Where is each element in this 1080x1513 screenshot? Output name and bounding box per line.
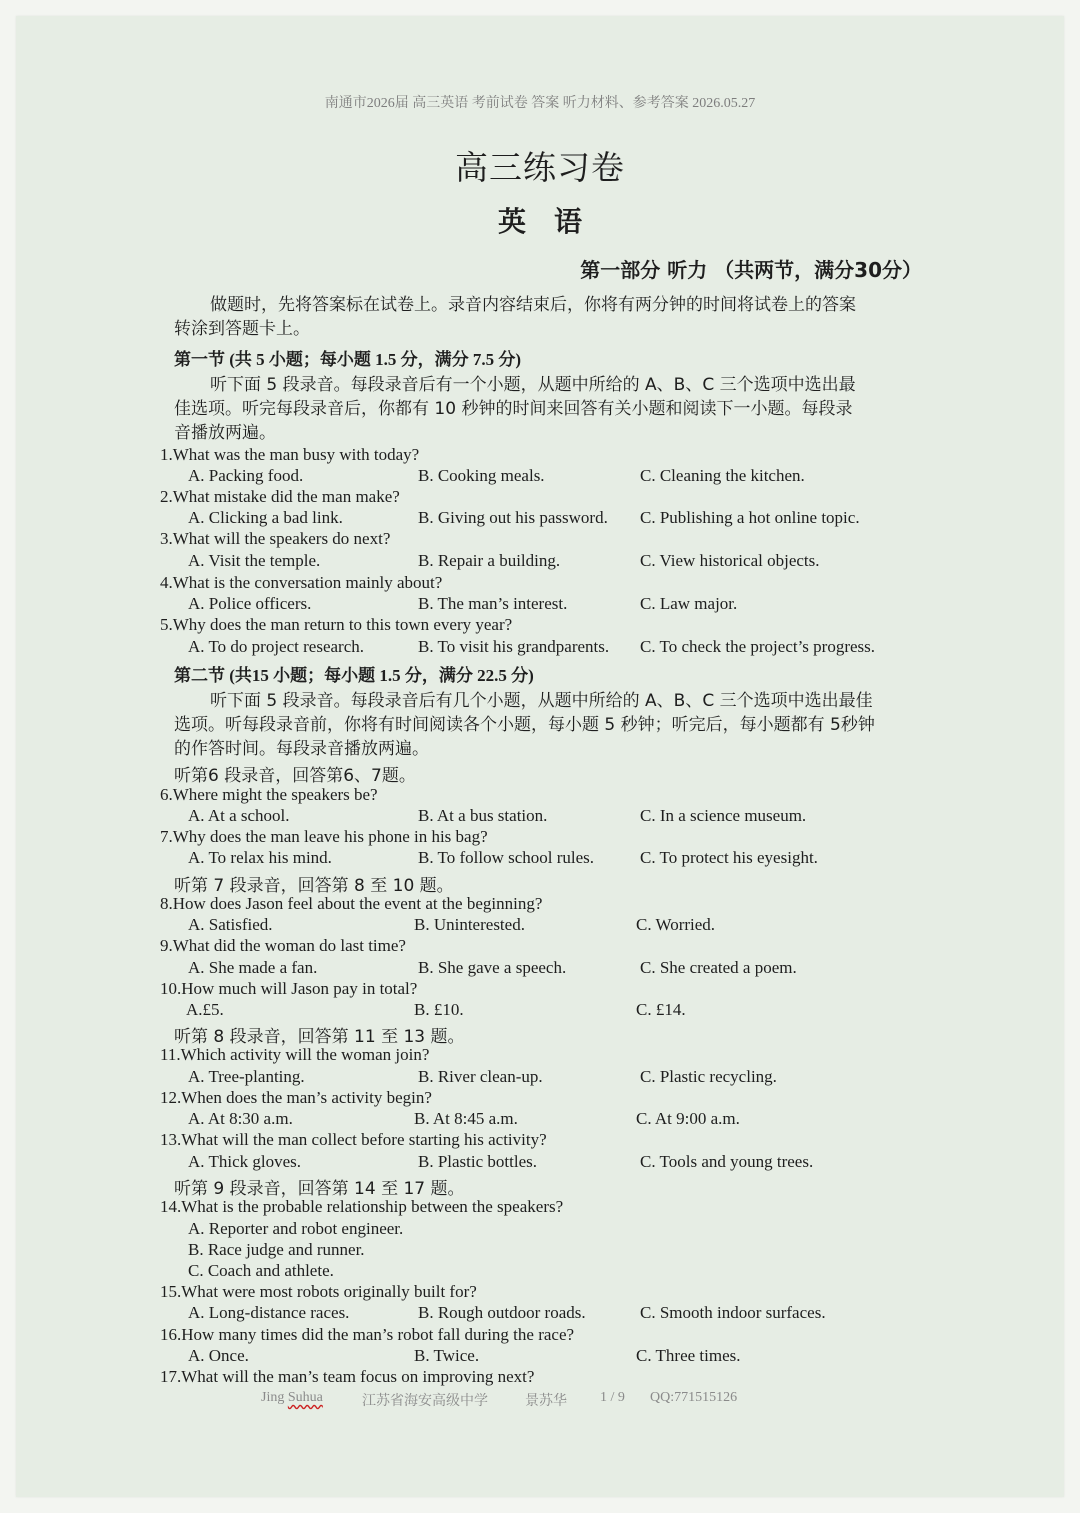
question-4-option-a: A. Police officers. [188,594,312,613]
intro-line-2: 转涂到答题卡上。 [174,319,310,339]
question-10-option-b: B. £10. [414,1000,464,1019]
question-4-option-c: C. Law major. [640,594,738,613]
question-9-option-a: A. She made a fan. [188,958,318,977]
question-1-option-c: C. Cleaning the kitchen. [640,466,805,485]
s1-inst-line-1: 听下面 5 段录音。每段录音后有一个小题，从题中所给的 A、B、C 三个选项中选出最 [210,375,856,395]
section-2-label: 第二节 [174,666,225,686]
question-13-stem: 13.What will the man collect before starting his activity? [160,1130,547,1149]
section-1-instructions [174,373,914,445]
section-2-instructions [174,689,914,761]
question-9-option-c: C. She created a poem. [640,958,797,977]
footer-qq: QQ:771515126 [650,1390,738,1405]
question-12-option-b: B. At 8:45 a.m. [414,1109,518,1128]
question-3-option-a: A. Visit the temple. [188,551,321,570]
question-6-option-a: A. At a school. [188,806,290,825]
s2-inst-line-1: 听下面 5 段录音。每段录音后有几个小题，从题中所给的 A、B、C 三个选项中选出最佳 [210,691,873,711]
intro-line-1: 做题时，先将答案标在试卷上。录音内容结束后，你将有两分钟的时间将试卷上的答案 [210,295,856,315]
question-6-option-c: C. In a science museum. [640,806,807,825]
group-8-instruction: 听第 8 段录音，回答第 11 至 13 题。 [174,1027,465,1047]
question-2-option-a: A. Clicking a bad link. [188,508,343,527]
question-16-stem: 16.How many times did the man’s robot fall during the race? [160,1325,575,1344]
question-1-option-a: A. Packing food. [188,466,304,485]
footer-author-last: Suhua [287,1390,323,1405]
question-2-option-b: B. Giving out his password. [418,508,608,527]
question-15-option-a: A. Long-distance races. [188,1303,350,1322]
question-11-option-b: B. River clean-up. [418,1067,543,1086]
section-2-rules: (共15 小题；每小题 1.5 分，满分 22.5 分) [229,666,534,685]
part-heading: 第一部分 听力 （共两节，满分30分） [580,258,922,282]
subject-title [0,200,1080,240]
header-line: 南通市2026届 高三英语 考前试卷 答案 听力材料、参考答案 2026.05.27 [324,96,756,111]
question-5-option-a: A. To do project research. [188,637,364,656]
question-5-option-b: B. To visit his grandparents. [418,637,610,656]
footer-name: 景苏华 [525,1393,567,1409]
question-10-stem: 10.How much will Jason pay in total? [160,979,418,998]
question-14-option-c: C. Coach and athlete. [188,1261,334,1280]
question-1-stem: 1.What was the man busy with today? [160,445,420,464]
question-2-stem: 2.What mistake did the man make? [160,487,400,506]
question-12-option-c: C. At 9:00 a.m. [636,1109,740,1128]
question-11-stem: 11.Which activity will the woman join? [160,1045,430,1064]
question-7-stem: 7.Why does the man leave his phone in his bag? [160,827,488,846]
question-14-option-a: A. Reporter and robot engineer. [188,1219,404,1238]
group-6-instruction: 听第6 段录音，回答第6、7题。 [174,766,416,786]
question-1-option-b: B. Cooking meals. [418,466,545,485]
question-15-stem: 15.What were most robots originally built for? [160,1282,477,1301]
question-3-option-c: C. View historical objects. [640,551,820,570]
s1-inst-line-2: 佳选项。听完每段录音后，你都有 10 秒钟的时间来回答有关小题和阅读下一小题。每段录 [174,399,853,419]
question-4-stem: 4.What is the conversation mainly about? [160,573,443,592]
question-10-option-c: C. £14. [636,1000,686,1019]
footer-author [261,1390,323,1406]
question-12-option-a: A. At 8:30 a.m. [188,1109,293,1128]
group-9-instruction: 听第 9 段录音，回答第 14 至 17 题。 [174,1179,465,1199]
question-10-option-a: A.£5. [186,1000,224,1019]
group-7-instruction: 听第 7 段录音，回答第 8 至 10 题。 [174,876,454,896]
question-6-stem: 6.Where might the speakers be? [160,785,378,804]
question-9-option-b: B. She gave a speech. [418,958,567,977]
footer-school: 江苏省海安高级中学 [362,1393,488,1409]
question-15-option-c: C. Smooth indoor surfaces. [640,1303,826,1322]
question-14-option-b: B. Race judge and runner. [188,1240,365,1259]
s1-inst-line-3: 音播放两遍。 [174,423,276,443]
question-6-option-b: B. At a bus station. [418,806,548,825]
question-4-option-b: B. The man’s interest. [418,594,568,613]
question-15-option-b: B. Rough outdoor roads. [418,1303,586,1322]
subject-char-2: 语 [554,205,583,238]
subject-char-1: 英 [497,205,526,238]
question-3-stem: 3.What will the speakers do next? [160,529,391,548]
section-2-heading [174,661,534,686]
question-7-option-a: A. To relax his mind. [188,848,332,867]
question-17-stem: 17.What will the man’s team focus on improving next? [160,1367,535,1386]
question-13-option-c: C. Tools and young trees. [640,1152,814,1171]
question-3-option-b: B. Repair a building. [418,551,561,570]
question-8-option-c: C. Worried. [636,915,716,934]
question-12-stem: 12.When does the man’s activity begin? [160,1088,432,1107]
s2-inst-line-3: 的作答时间。每段录音播放两遍。 [174,739,429,759]
question-16-option-c: C. Three times. [636,1346,741,1365]
question-2-option-c: C. Publishing a hot online topic. [640,508,860,527]
footer-page-number: 1 / 9 [600,1390,625,1405]
question-11-option-c: C. Plastic recycling. [640,1067,777,1086]
question-14-stem: 14.What is the probable relationship between the speakers? [160,1197,564,1216]
section-1-label: 第一节 [174,350,225,370]
question-8-option-b: B. Uninterested. [414,915,525,934]
question-5-stem: 5.Why does the man return to this town every year? [160,615,513,634]
s2-inst-line-2: 选项。听每段录音前，你将有时间阅读各个小题，每小题 5 秒钟；听完后，每小题都有 5秒钟 [174,715,875,735]
question-8-stem: 8.How does Jason feel about the event at the beginning? [160,894,543,913]
question-11-option-a: A. Tree-planting. [188,1067,305,1086]
question-7-option-c: C. To protect his eyesight. [640,848,818,867]
question-5-option-c: C. To check the project’s progress. [640,637,876,656]
question-8-option-a: A. Satisfied. [188,915,273,934]
question-9-stem: 9.What did the woman do last time? [160,936,406,955]
footer-author-first: Jing [261,1390,288,1405]
question-13-option-b: B. Plastic bottles. [418,1152,537,1171]
question-16-option-b: B. Twice. [414,1346,480,1365]
section-1-rules: (共 5 小题；每小题 1.5 分，满分 7.5 分) [229,350,522,369]
section-1-heading [174,345,521,370]
exam-title: 高三练习卷 [455,148,625,187]
question-16-option-a: A. Once. [188,1346,249,1365]
question-7-option-b: B. To follow school rules. [418,848,595,867]
intro-paragraph [174,293,914,341]
question-13-option-a: A. Thick gloves. [188,1152,302,1171]
